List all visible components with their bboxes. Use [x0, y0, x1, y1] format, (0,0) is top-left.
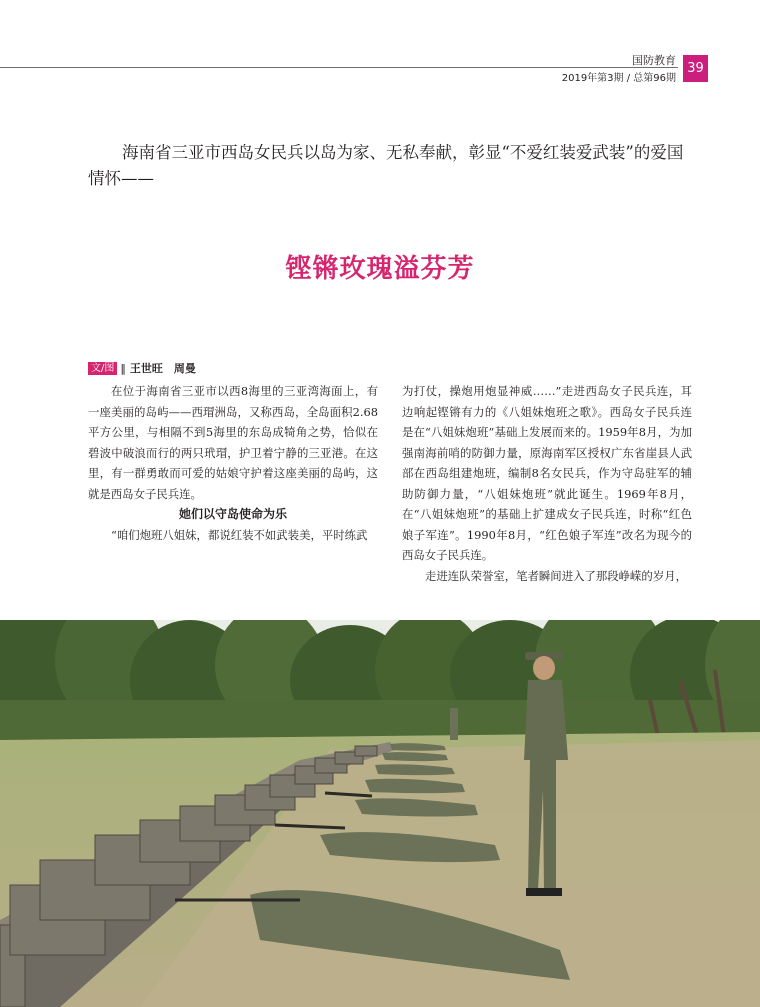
body-paragraph: 走进连队荣誉室，笔者瞬间进入了那段峥嵘的岁月， [425, 568, 687, 583]
byline [88, 360, 196, 376]
byline-tag: 文/图 [88, 362, 117, 375]
header-rule [0, 67, 678, 68]
distant-soldier [450, 708, 458, 740]
tree-line [0, 620, 760, 745]
text-column-left [88, 381, 378, 545]
page-number: 39 [683, 55, 708, 82]
article-photo [0, 620, 760, 1007]
article-title: 铿锵玫瑰溢芬芳 [285, 254, 475, 284]
lead-paragraph: 海南省三亚市西岛女民兵以岛为家、无私奉献，彰显“不爱红装爱武装”的爱国情怀—— [88, 143, 684, 188]
section-name: 国防教育 [632, 54, 676, 67]
body-paragraph: 为打仗，操炮用炮显神威……”走进西岛女子民兵连，耳边响起铿锵有力的《八姐妹炮班之歌》。西岛女子民兵连是在“八姐妹炮班”基础上发展而来的。1959年8月，为加强南海前哨的防御力量，原海南军区授权广东省崖县人武部在西岛组建炮班，编制8名女民兵，作为守岛驻军的辅助防御力量，“八姐妹炮班”就此诞生。1969年8月，在“八姐妹炮班”的基础上扩建成女子民兵连，时称“红色娘子军连”。1990年8月，“红色娘子军连”改名为现今的西岛女子民兵连。 [402, 384, 692, 562]
section-subheading: 她们以守岛使命为乐 [178, 507, 287, 521]
byline-authors: 王世旺 周曼 [129, 362, 196, 375]
byline-separator: ‖ [120, 362, 126, 375]
text-column-right [402, 381, 692, 586]
issue-info: 2019年第3期 / 总第96期 [561, 73, 676, 84]
body-paragraph: 在位于海南省三亚市以西8海里的三亚湾海面上，有一座美丽的岛屿——西瑁洲岛，又称西岛，全岛面积2.68平方公里，与相隔不到5海里的东岛成犄角之势，恰似在碧波中破浪而行的两只玳瑁，护卫着宁静的三亚港。在这里，有一群勇敢而可爱的姑娘守护着这座美丽的岛屿，这就是西岛女子民兵连。 [88, 384, 378, 501]
body-paragraph: “咱们炮班八姐妹，都说红装不如武装美，平时练武 [111, 527, 368, 542]
